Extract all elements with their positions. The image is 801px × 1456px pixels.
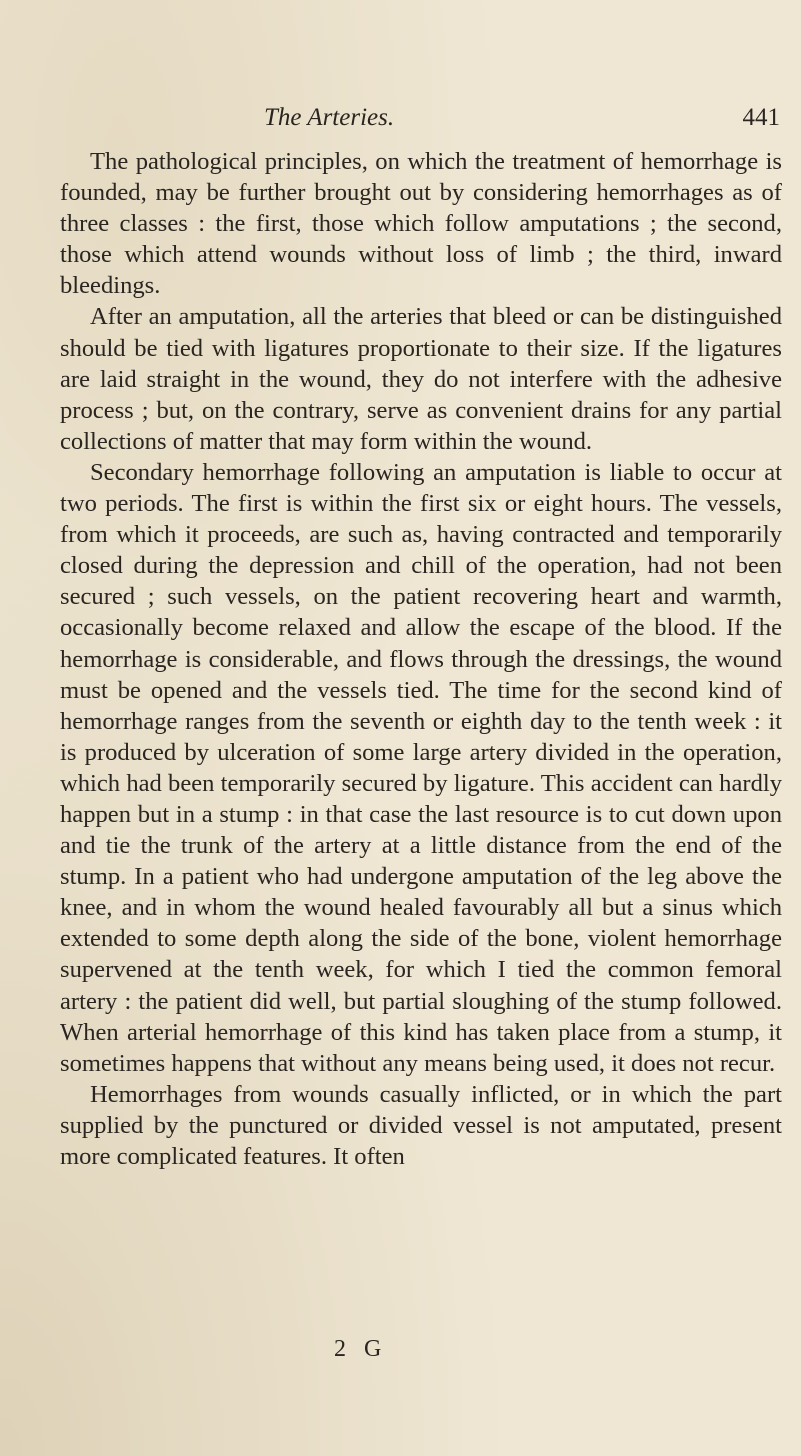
book-page xyxy=(60,100,782,1440)
running-head xyxy=(60,100,782,140)
paragraph: Hemorrhages from wounds casually inflicted, or in which the part supplied by the punctured or divided vessel is not amputated, present more complicated features. It often xyxy=(60,1080,782,1170)
running-title: The Arteries. xyxy=(264,104,395,131)
signature-mark: 2 G xyxy=(334,1336,388,1362)
page-number: 441 xyxy=(742,104,780,131)
body-text xyxy=(60,146,782,1172)
paragraph: After an amputation, all the arteries that bleed or can be distinguished should be tied with ligatures proportionate to their size. If the ligatures are laid straight in the wound, they do not interfere with the adhesive process ; but, on the contrary, serve as convenient drains for any partial collections of matter that may form within the wound. xyxy=(60,303,782,455)
paragraph: Secondary hemorrhage following an amputation is liable to occur at two periods. The first is within the first six or eight hours. The vessels, from which it proceeds, are such as, having contracted and temporarily closed during the depression and chill of the operation, had not been secured ; such vessels, on the patient recovering heart and warmth, occasionally become relaxed and allow the escape of the blood. If the hemorrhage is considerable, and flows through the dressings, the wound must be opened and the vessels tied. The time for the second kind of hemorrhage ranges from the seventh or eighth day to the tenth week : it is produced by ulceration of some large artery divided in the operation, which had been temporarily secured by ligature. This accident can hardly happen but in a stump : in that case the last resource is to cut down upon and tie the trunk of the artery at a little distance from the end of the stump. In a patient who had undergone amputation of the leg above the knee, and in whom the wound healed favourably all but a sinus which extended to some depth along the side of the bone, violent hemorrhage supervened at the tenth week, for which I tied the common femoral artery : the patient did well, but partial sloughing of the stump followed. When arterial hemorrhage of this kind has taken place from a stump, it sometimes happens that without any means being used, it does not recur. xyxy=(60,458,782,1077)
paragraph: The pathological principles, on which the treatment of hemorrhage is founded, may be further brought out by considering hemorrhages as of three classes : the first, those which follow amputations ; the second, those which attend wounds without loss of limb ; the third, inward bleedings. xyxy=(60,148,782,300)
